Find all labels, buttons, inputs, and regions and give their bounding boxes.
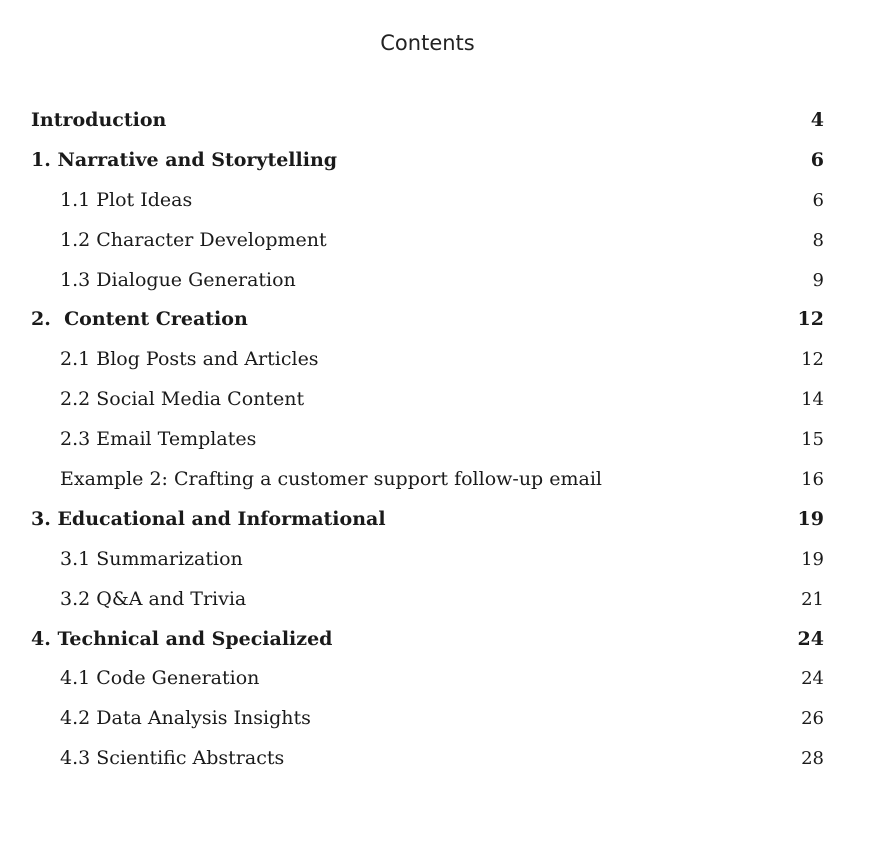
toc-entry-example-2[interactable] [0, 460, 872, 500]
toc-entry-label: 1.3 Dialogue Generation [60, 268, 296, 291]
toc-entry-page-number: 6 [810, 148, 824, 171]
toc-entry-educational-and-informational[interactable] [0, 500, 872, 540]
toc-entry-narrative-and-storytelling[interactable] [0, 141, 872, 181]
toc-entry-label: 2.3 Email Templates [60, 428, 257, 451]
toc-entry-qa-and-trivia[interactable] [0, 580, 872, 620]
toc-entry-label: 2.1 Blog Posts and Articles [60, 348, 319, 371]
toc-entry-page-number: 15 [801, 429, 824, 451]
toc-entry-label: 4.1 Code Generation [60, 667, 260, 690]
toc-entry-scientific-abstracts[interactable] [0, 739, 872, 779]
toc-entry-label: Introduction [31, 109, 167, 131]
toc-entry-page-number: 6 [812, 189, 824, 211]
toc-entry-page-number: 12 [801, 349, 824, 371]
toc-entry-summarization[interactable] [0, 540, 872, 580]
toc-entry-code-generation[interactable] [0, 659, 872, 699]
page-title: Contents [380, 31, 475, 55]
toc-entry-blog-posts-and-articles[interactable] [0, 340, 872, 380]
toc-entry-social-media-content[interactable] [0, 380, 872, 420]
toc-entry-page-number: 19 [801, 548, 824, 570]
table-of-contents [0, 101, 872, 779]
toc-entry-label: 4. Technical and Specialized [31, 627, 333, 650]
toc-entry-dialogue-generation[interactable] [0, 261, 872, 301]
toc-entry-content-creation[interactable] [0, 300, 872, 340]
toc-entry-page-number: 21 [801, 588, 824, 610]
toc-entry-label: 1.2 Character Development [60, 228, 327, 251]
toc-entry-label: 1. Narrative and Storytelling [31, 148, 338, 171]
toc-entry-page-number: 16 [801, 469, 824, 491]
toc-entry-label: 1.1 Plot Ideas [60, 188, 193, 211]
toc-entry-introduction[interactable] [0, 101, 872, 141]
toc-entry-label: Example 2: Crafting a customer support follow-up email [60, 468, 603, 491]
toc-entry-plot-ideas[interactable] [0, 181, 872, 221]
toc-entry-page-number: 19 [797, 507, 824, 530]
toc-entry-label: 3.1 Summarization [60, 547, 243, 570]
toc-entry-label: 2.2 Social Media Content [60, 388, 305, 411]
toc-entry-label: 2. Content Creation [31, 308, 248, 331]
toc-entry-page-number: 8 [812, 229, 824, 251]
toc-entry-page-number: 26 [801, 708, 824, 730]
toc-entry-page-number: 24 [797, 627, 824, 650]
toc-entry-page-number: 12 [797, 308, 824, 331]
toc-entry-page-number: 28 [801, 748, 824, 770]
toc-entry-label: 4.3 Scientific Abstracts [60, 747, 285, 770]
toc-entry-page-number: 14 [801, 389, 824, 411]
toc-entry-character-development[interactable] [0, 221, 872, 261]
toc-entry-page-number: 9 [812, 269, 824, 291]
toc-entry-page-number: 24 [801, 668, 824, 690]
toc-entry-email-templates[interactable] [0, 420, 872, 460]
toc-entry-data-analysis-insights[interactable] [0, 699, 872, 739]
toc-entry-label: 3.2 Q&A and Trivia [60, 587, 247, 610]
toc-entry-technical-and-specialized[interactable] [0, 620, 872, 660]
toc-entry-label: 3. Educational and Informational [31, 507, 386, 530]
toc-entry-label: 4.2 Data Analysis Insights [60, 707, 311, 730]
toc-entry-page-number: 4 [810, 109, 824, 131]
